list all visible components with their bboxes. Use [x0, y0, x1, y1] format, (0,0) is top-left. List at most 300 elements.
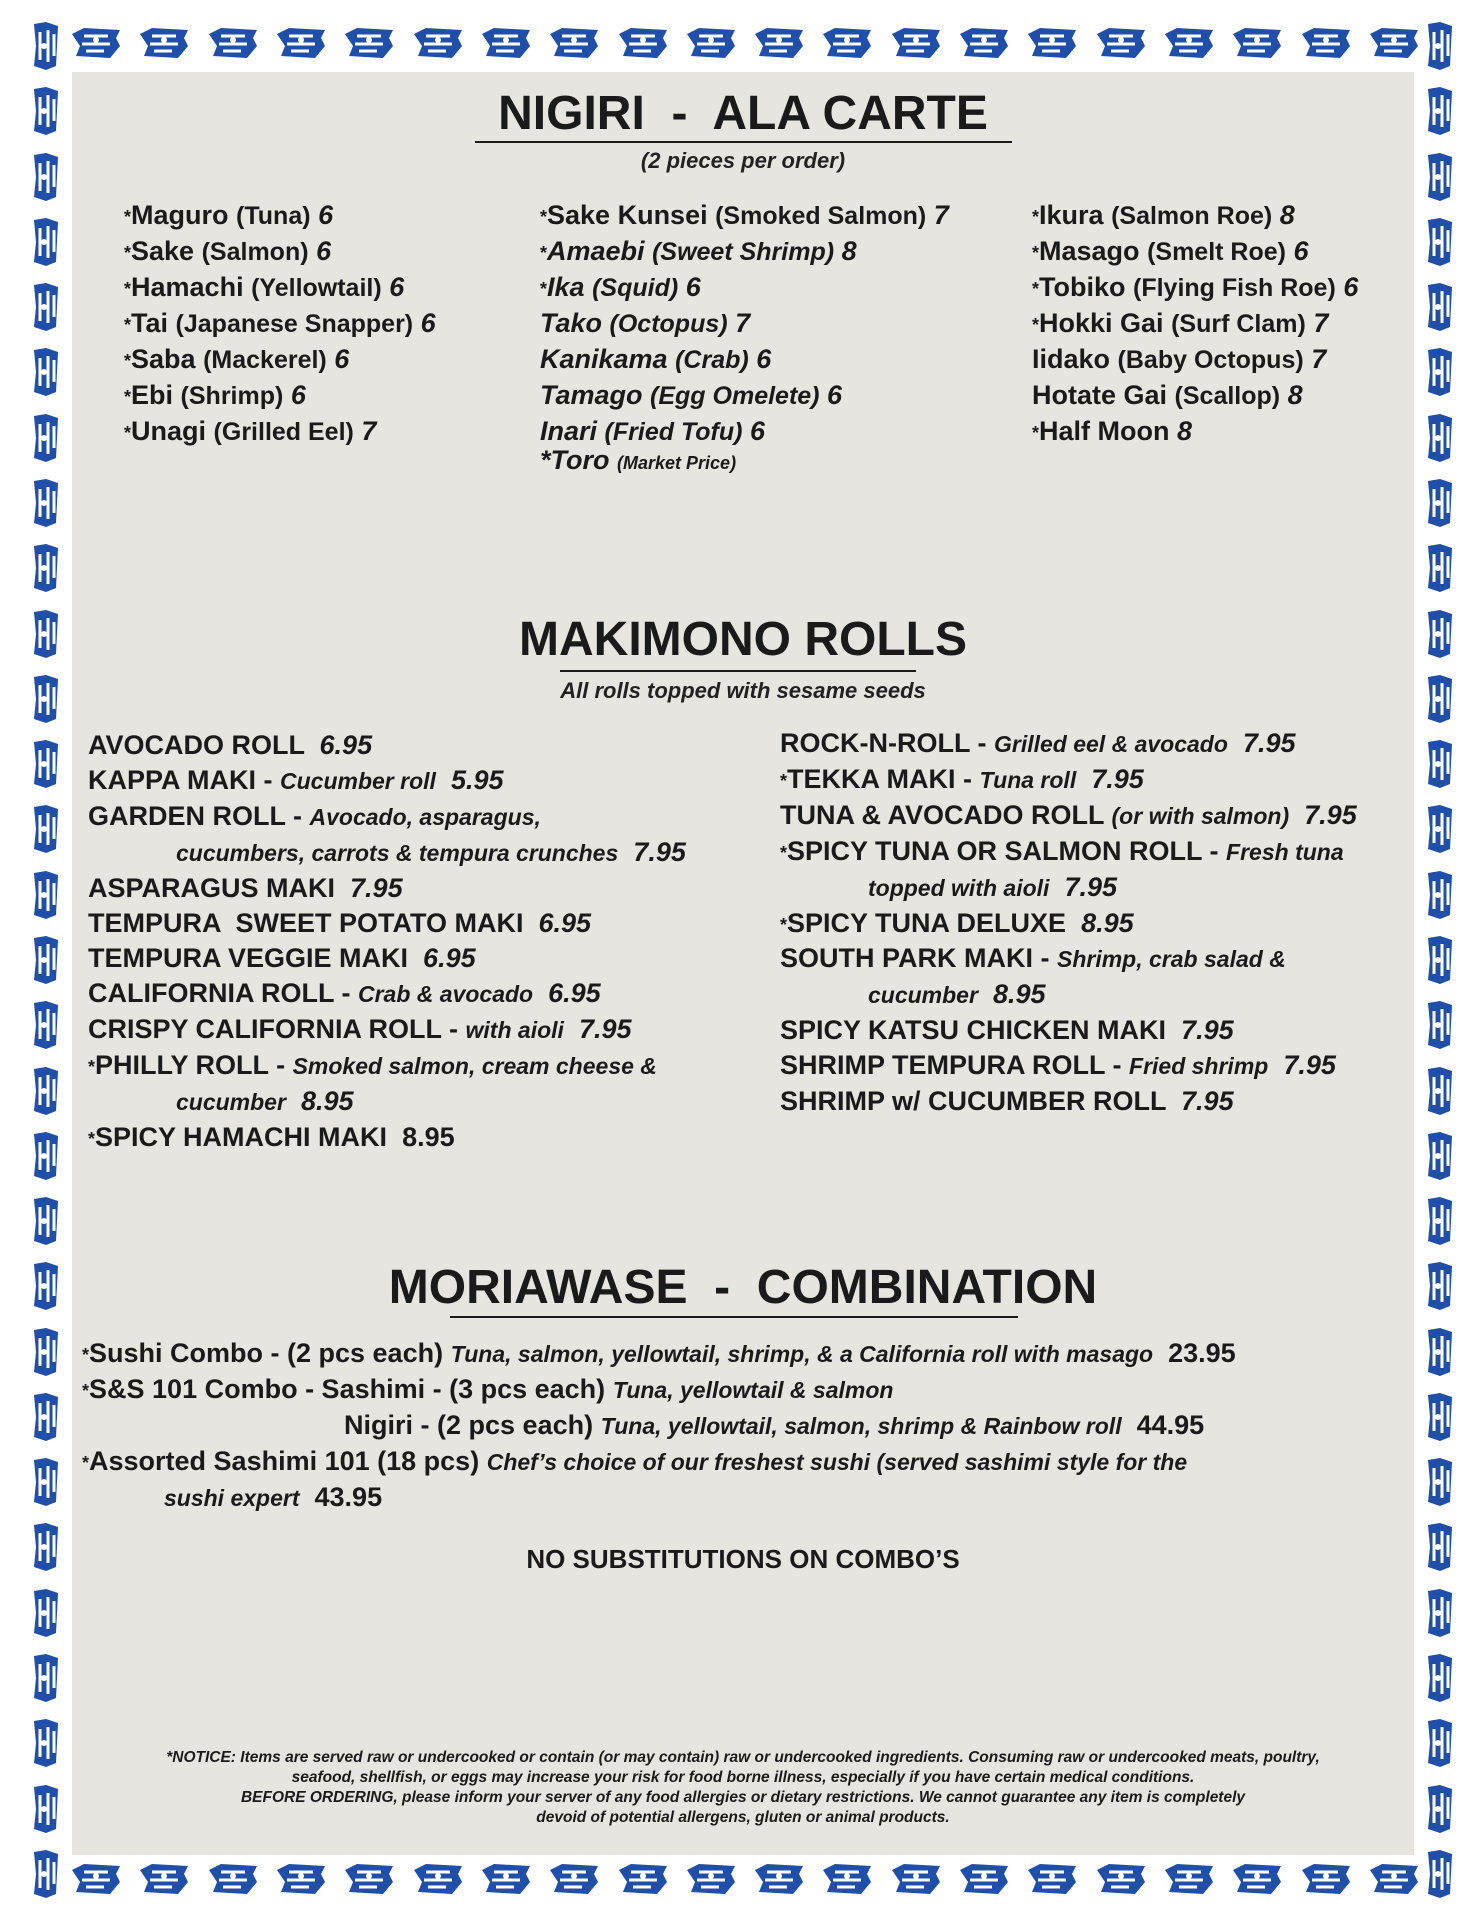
nigiri-column-1	[124, 198, 436, 450]
wave-crest-icon	[30, 1065, 60, 1117]
border-right	[1416, 20, 1462, 1900]
roll-continuation	[780, 870, 1357, 906]
nigiri-english: (Salmon Roe)	[1111, 202, 1273, 230]
nigiri-english: (Fried Tofu)	[604, 418, 743, 446]
wave-crest-icon	[1424, 1717, 1454, 1769]
nigiri-item	[1032, 270, 1358, 306]
wave-crest-icon	[1424, 1391, 1454, 1443]
border-top	[70, 20, 1420, 66]
nigiri-name: Sake	[131, 236, 195, 266]
nigiri-name: Tai	[131, 308, 169, 338]
nigiri-price: 6	[290, 380, 306, 410]
wave-crest-icon	[1424, 1065, 1454, 1117]
nigiri-name: Hokki Gai	[1039, 308, 1164, 338]
roll-name: CRISPY CALIFORNIA ROLL	[88, 1014, 442, 1044]
roll-name: TEMPURA VEGGIE MAKI	[88, 943, 409, 973]
roll-item	[88, 941, 686, 976]
wave-crest-icon	[480, 26, 532, 60]
star-mark: *	[1032, 279, 1040, 299]
wave-crest-icon	[30, 608, 60, 660]
star-mark: *	[82, 1345, 90, 1365]
nigiri-name: Saba	[131, 344, 196, 374]
roll-item: KAPPA MAKI - Cucumber roll 5.95	[88, 765, 504, 795]
roll-price: 8.95	[992, 979, 1046, 1009]
nigiri-item	[124, 378, 436, 414]
nigiri-name: Hotate Gai	[1032, 380, 1168, 410]
wave-crest-icon	[1424, 216, 1454, 268]
roll-price: 6.95	[538, 908, 592, 938]
nigiri-english: (Surf Clam)	[1171, 310, 1306, 338]
wave-crest-icon	[70, 26, 122, 60]
nigiri-item	[540, 378, 949, 414]
roll-item: SHRIMP TEMPURA ROLL - Fried shrimp 7.95	[780, 1050, 1336, 1080]
roll-description: Cucumber roll	[280, 768, 436, 794]
no-substitutions-note: NO SUBSTITUTIONS ON COMBO’S	[526, 1544, 960, 1574]
nigiri-item	[540, 270, 949, 306]
notice-line-3: BEFORE ORDERING, please inform your server of any food allergies or dietary restrictions. We cannot guarantee any item is completely	[240, 1789, 1246, 1806]
nigiri-english: (Grilled Eel)	[213, 418, 354, 446]
roll-name: ROCK-N-ROLL	[780, 728, 970, 758]
nigiri-name: Half Moon	[1039, 416, 1170, 446]
nigiri-column-3	[1032, 198, 1358, 449]
wave-crest-icon	[821, 26, 873, 60]
roll-description: Crab & avocado	[357, 981, 534, 1007]
wave-crest-icon	[1424, 20, 1454, 72]
combo-name: Sushi Combo - (2 pcs each)	[89, 1338, 444, 1368]
star-mark: *	[540, 279, 548, 299]
roll-item: *PHILLY ROLL - Smoked salmon, cream cheese &	[88, 1050, 657, 1080]
nigiri-english: (Tuna)	[236, 202, 311, 230]
nigiri-price: 6	[827, 380, 843, 410]
combo-item	[82, 1444, 1236, 1480]
wave-crest-icon	[1163, 26, 1215, 60]
wave-crest-icon	[30, 1717, 60, 1769]
roll-name: SOUTH PARK MAKI	[780, 943, 1033, 973]
combo-price: 44.95	[1136, 1410, 1205, 1440]
wave-crest-icon	[30, 85, 60, 137]
wave-crest-icon	[1424, 151, 1454, 203]
wave-crest-icon	[1424, 85, 1454, 137]
nigiri-name: Sake Kunsei	[547, 200, 708, 230]
nigiri-price: 7	[933, 200, 949, 230]
roll-name: SHRIMP w/ CUCUMBER ROLL	[780, 1086, 1167, 1116]
roll-name: TUNA & AVOCADO ROLL	[780, 800, 1104, 830]
roll-price: 8.95	[402, 1122, 455, 1152]
wave-crest-icon	[1231, 26, 1283, 60]
nigiri-price: 8	[1287, 380, 1303, 410]
wave-crest-icon	[30, 673, 60, 725]
wave-crest-icon	[30, 1783, 60, 1835]
nigiri-item	[1032, 198, 1358, 234]
nigiri-item	[124, 342, 436, 378]
nigiri-item	[540, 342, 949, 378]
roll-name: PHILLY ROLL	[95, 1050, 269, 1080]
wave-crest-icon	[1368, 26, 1420, 60]
wave-crest-icon	[1424, 281, 1454, 333]
wave-crest-icon	[1424, 346, 1454, 398]
nigiri-item	[1032, 378, 1358, 414]
star-mark: *	[540, 243, 548, 263]
nigiri-english: (Scallop)	[1174, 382, 1281, 410]
roll-description-cont: cucumber	[868, 982, 978, 1008]
wave-crest-icon	[958, 26, 1010, 60]
combo-name: Nigiri - (2 pcs each)	[344, 1410, 594, 1440]
wave-crest-icon	[1424, 673, 1454, 725]
nigiri-item	[124, 270, 436, 306]
nigiri-name: Ebi	[131, 380, 174, 410]
wave-crest-icon	[30, 999, 60, 1051]
wave-crest-icon	[70, 1862, 122, 1896]
wave-crest-icon	[1424, 1130, 1454, 1182]
wave-crest-icon	[1424, 999, 1454, 1051]
nigiri-english: (Japanese Snapper)	[175, 310, 414, 338]
wave-crest-icon	[1026, 1862, 1078, 1896]
combo-description: Tuna, salmon, yellowtail, shrimp, & a California roll with masago	[450, 1341, 1154, 1367]
nigiri-english: (Egg Omelete)	[650, 382, 820, 410]
roll-description: Shrimp, crab salad &	[1057, 946, 1286, 972]
roll-name: KAPPA MAKI	[88, 765, 256, 795]
wave-crest-icon	[30, 1848, 60, 1900]
nigiri-item	[124, 234, 436, 270]
nigiri-english: (Yellowtail)	[251, 274, 382, 302]
wave-crest-icon	[1424, 1652, 1454, 1704]
roll-price: 7.95	[633, 837, 686, 867]
notice-line-2: seafood, shellfish, or eggs may increase your risk for food borne illness, especially if you have certain medical conditions.	[291, 1769, 1195, 1786]
combo-description: sushi expert	[164, 1485, 300, 1511]
nigiri-english: (Baby Octopus)	[1117, 346, 1304, 374]
roll-price: 6.95	[423, 943, 476, 973]
wave-crest-icon	[30, 869, 60, 921]
wave-crest-icon	[30, 934, 60, 986]
wave-crest-icon	[207, 1862, 259, 1896]
roll-name: GARDEN ROLL	[88, 801, 286, 831]
star-mark: *	[124, 279, 132, 299]
nigiri-item	[1032, 414, 1358, 449]
wave-crest-icon	[1424, 1521, 1454, 1573]
roll-description-cont: cucumbers, carrots & tempura crunches	[176, 840, 619, 866]
wave-crest-icon	[1424, 738, 1454, 790]
star-mark: *	[780, 843, 788, 863]
nigiri-name: Unagi	[131, 416, 207, 446]
wave-crest-icon	[30, 412, 60, 464]
roll-price: 6.95	[319, 730, 373, 760]
nigiri-name: Tobiko	[1039, 272, 1126, 302]
wave-crest-icon	[1424, 608, 1454, 660]
combo-description: Chef’s choice of our freshest sushi (served sashimi style for the	[486, 1449, 1188, 1475]
combo-price: 23.95	[1168, 1338, 1236, 1368]
nigiri-english: (Flying Fish Roe)	[1133, 274, 1336, 302]
roll-name: SHRIMP TEMPURA ROLL	[780, 1050, 1106, 1080]
roll-item: *TEKKA MAKI - Tuna roll 7.95	[780, 764, 1144, 794]
star-mark: *	[82, 1381, 90, 1401]
roll-continuation	[88, 835, 686, 871]
nigiri-english: (Mackerel)	[203, 346, 327, 374]
wave-crest-icon	[412, 26, 464, 60]
wave-crest-icon	[30, 1130, 60, 1182]
wave-crest-icon	[1424, 1326, 1454, 1378]
wave-crest-icon	[1424, 869, 1454, 921]
nigiri-price: 7	[1311, 344, 1327, 374]
roll-name: ASPARAGUS MAKI	[88, 873, 336, 903]
roll-item	[88, 728, 686, 763]
wave-crest-icon	[753, 1862, 805, 1896]
roll-description: (or with salmon)	[1111, 803, 1290, 829]
wave-crest-icon	[275, 26, 327, 60]
wave-crest-icon	[30, 151, 60, 203]
wave-crest-icon	[1424, 1587, 1454, 1639]
roll-name: TEKKA MAKI	[787, 764, 956, 794]
combo-name: Assorted Sashimi 101 (18 pcs)	[89, 1446, 480, 1476]
roll-name: SPICY TUNA DELUXE	[787, 908, 1067, 938]
star-mark: *	[124, 243, 132, 263]
wave-crest-icon	[30, 346, 60, 398]
wave-crest-icon	[30, 1391, 60, 1443]
nigiri-english: (Octopus)	[609, 310, 728, 338]
border-bottom	[70, 1856, 1420, 1902]
nigiri-toro	[540, 443, 736, 481]
roll-name: CALIFORNIA ROLL	[88, 978, 334, 1008]
wave-crest-icon	[1026, 26, 1078, 60]
roll-price: 6.95	[548, 978, 601, 1008]
wave-crest-icon	[1163, 1862, 1215, 1896]
wave-crest-icon	[753, 26, 805, 60]
wave-crest-icon	[1424, 412, 1454, 464]
wave-crest-icon	[30, 803, 60, 855]
star-mark: *	[540, 207, 548, 227]
wave-crest-icon	[30, 477, 60, 529]
makimono-left-column	[88, 728, 686, 1155]
wave-crest-icon	[30, 1260, 60, 1312]
nigiri-price: 8	[841, 236, 857, 266]
roll-name: AVOCADO ROLL	[88, 730, 305, 760]
nigiri-price: 6	[318, 200, 334, 230]
roll-item	[780, 798, 1357, 834]
menu-panel	[72, 72, 1414, 1855]
nigiri-price: 6	[420, 308, 436, 338]
roll-name: TEMPURA SWEET POTATO MAKI	[88, 908, 524, 938]
star-mark: *	[1032, 243, 1040, 263]
makimono-right-column	[780, 726, 1357, 1119]
wave-crest-icon	[30, 20, 60, 72]
border-left	[22, 20, 68, 1900]
nigiri-title: NIGIRI - ALA CARTE	[498, 87, 988, 140]
roll-price: 7.95	[1242, 728, 1296, 758]
nigiri-price: 6	[334, 344, 350, 374]
wave-crest-icon	[480, 1862, 532, 1896]
wave-crest-icon	[548, 1862, 600, 1896]
nigiri-item	[1032, 342, 1358, 378]
wave-crest-icon	[30, 1587, 60, 1639]
combo-price: 43.95	[314, 1482, 383, 1512]
moriawase-list	[82, 1336, 1236, 1516]
wave-crest-icon	[343, 1862, 395, 1896]
wave-crest-icon	[617, 1862, 669, 1896]
roll-item	[88, 1120, 686, 1155]
nigiri-name: Inari	[540, 416, 598, 446]
star-mark: *	[124, 423, 132, 443]
nigiri-name: Ika	[547, 272, 585, 302]
wave-crest-icon	[821, 1862, 873, 1896]
nigiri-price: 6	[1343, 272, 1359, 302]
nigiri-item	[1032, 306, 1358, 342]
nigiri-item	[540, 234, 949, 270]
wave-crest-icon	[1095, 26, 1147, 60]
wave-crest-icon	[890, 1862, 942, 1896]
moriawase-title: MORIAWASE - COMBINATION	[388, 1261, 1098, 1314]
star-mark: *	[88, 1129, 96, 1149]
wave-crest-icon	[30, 1521, 60, 1573]
wave-crest-icon	[30, 281, 60, 333]
nigiri-name: Ikura	[1039, 200, 1104, 230]
roll-price: 7.95	[1283, 1050, 1336, 1080]
star-mark: *	[124, 351, 132, 371]
nigiri-price: 7	[735, 308, 751, 338]
wave-crest-icon	[1300, 26, 1352, 60]
nigiri-price: 8	[1177, 416, 1193, 446]
roll-item: *SPICY TUNA OR SALMON ROLL - Fresh tuna	[780, 836, 1344, 866]
roll-description: Tuna roll	[979, 767, 1077, 793]
roll-description: with aioli	[465, 1017, 564, 1043]
nigiri-price: 6	[1293, 236, 1309, 266]
wave-crest-icon	[1424, 1195, 1454, 1247]
roll-continuation	[88, 1084, 686, 1120]
roll-description: Fresh tuna	[1226, 839, 1344, 865]
roll-name: SPICY TUNA OR SALMON ROLL	[787, 836, 1203, 866]
wave-crest-icon	[275, 1862, 327, 1896]
nigiri-subtitle: (2 pieces per order)	[640, 148, 846, 173]
nigiri-english: (Crab)	[675, 346, 749, 374]
roll-item	[780, 1013, 1357, 1048]
combo-item	[82, 1336, 1236, 1372]
nigiri-price: 7	[361, 416, 377, 446]
wave-crest-icon	[1424, 542, 1454, 594]
nigiri-item	[540, 198, 949, 234]
wave-crest-icon	[1424, 803, 1454, 855]
wave-crest-icon	[1368, 1862, 1420, 1896]
roll-item: ROCK-N-ROLL - Grilled eel & avocado 7.95	[780, 728, 1296, 758]
wave-crest-icon	[1424, 1456, 1454, 1508]
roll-item: CALIFORNIA ROLL - Crab & avocado 6.95	[88, 978, 601, 1008]
roll-name: SPICY KATSU CHICKEN MAKI	[780, 1015, 1167, 1045]
wave-crest-icon	[685, 1862, 737, 1896]
nigiri-title-underline	[475, 141, 1012, 143]
nigiri-price: 6	[389, 272, 405, 302]
combo-description: Tuna, yellowtail, salmon, shrimp & Rainbow roll	[600, 1413, 1122, 1439]
wave-crest-icon	[1424, 1260, 1454, 1312]
allergy-notice	[88, 1748, 1398, 1828]
roll-description-cont: topped with aioli	[868, 875, 1050, 901]
makimono-title-underline	[560, 670, 916, 672]
wave-crest-icon	[30, 1195, 60, 1247]
nigiri-english: (Shrimp)	[180, 382, 284, 410]
nigiri-english: (Squid)	[592, 274, 679, 302]
nigiri-price: 6	[750, 416, 766, 446]
star-mark: *	[780, 771, 788, 791]
nigiri-name: Hamachi	[131, 272, 244, 302]
wave-crest-icon	[207, 26, 259, 60]
wave-crest-icon	[30, 216, 60, 268]
combo-item	[82, 1408, 1236, 1444]
combo-description: Tuna, yellowtail & salmon	[612, 1377, 894, 1403]
roll-item	[88, 871, 686, 906]
nigiri-price: 8	[1279, 200, 1295, 230]
makimono-subtitle: All rolls topped with sesame seeds	[560, 678, 926, 703]
combo-item	[82, 1372, 1236, 1408]
makimono-title: MAKIMONO ROLLS	[519, 613, 967, 666]
star-mark: *	[1032, 423, 1040, 443]
roll-price: 7.95	[1064, 872, 1118, 902]
wave-crest-icon	[1424, 1783, 1454, 1835]
nigiri-name: Kanikama	[540, 344, 668, 374]
toro-name: *Toro	[540, 445, 610, 475]
wave-crest-icon	[1424, 934, 1454, 986]
wave-crest-icon	[30, 1652, 60, 1704]
wave-crest-icon	[617, 26, 669, 60]
nigiri-price: 6	[316, 236, 332, 266]
nigiri-name: Tamago	[540, 380, 643, 410]
nigiri-item	[1032, 234, 1358, 270]
notice-line-4: devoid of potential allergens, gluten or animal products.	[536, 1809, 950, 1826]
wave-crest-icon	[30, 738, 60, 790]
nigiri-item	[124, 306, 436, 342]
roll-item: CRISPY CALIFORNIA ROLL - with aioli 7.95	[88, 1014, 632, 1044]
roll-price: 8.95	[300, 1086, 354, 1116]
wave-crest-icon	[1424, 1848, 1454, 1900]
wave-crest-icon	[1231, 1862, 1283, 1896]
roll-price: 7.95	[1181, 1015, 1234, 1045]
combo-item	[82, 1480, 1236, 1516]
star-mark: *	[124, 315, 132, 335]
star-mark: *	[780, 915, 788, 935]
roll-price: 7.95	[350, 873, 403, 903]
roll-name: SPICY HAMACHI MAKI	[95, 1122, 388, 1152]
wave-crest-icon	[890, 26, 942, 60]
roll-price: 5.95	[450, 765, 504, 795]
roll-item: GARDEN ROLL - Avocado, asparagus,	[88, 801, 541, 831]
roll-price: 8.95	[1081, 908, 1134, 938]
roll-continuation	[780, 977, 1357, 1013]
star-mark: *	[124, 387, 132, 407]
wave-crest-icon	[30, 1326, 60, 1378]
roll-price: 7.95	[1091, 764, 1144, 794]
wave-crest-icon	[412, 1862, 464, 1896]
nigiri-english: (Smoked Salmon)	[715, 202, 927, 230]
nigiri-item	[124, 414, 436, 450]
roll-description-cont: cucumber	[176, 1089, 286, 1115]
roll-item	[88, 906, 686, 941]
nigiri-name: Masago	[1039, 236, 1140, 266]
roll-item	[780, 1084, 1357, 1119]
wave-crest-icon	[1300, 1862, 1352, 1896]
roll-price: 7.95	[1304, 800, 1357, 830]
star-mark: *	[1032, 315, 1040, 335]
roll-description: Grilled eel & avocado	[993, 731, 1228, 757]
roll-item: SOUTH PARK MAKI - Shrimp, crab salad &	[780, 943, 1286, 973]
star-mark: *	[1032, 207, 1040, 227]
roll-description: Avocado, asparagus,	[309, 804, 541, 830]
nigiri-english: (Sweet Shrimp)	[652, 238, 835, 266]
nigiri-column-2	[540, 198, 949, 450]
star-mark: *	[82, 1453, 90, 1473]
wave-crest-icon	[1095, 1862, 1147, 1896]
wave-crest-icon	[30, 1456, 60, 1508]
nigiri-price: 6	[685, 272, 701, 302]
roll-price: 7.95	[1181, 1086, 1234, 1116]
moriawase-title-underline	[450, 1316, 1018, 1318]
roll-description: Fried shrimp	[1129, 1053, 1269, 1079]
nigiri-item	[540, 306, 949, 342]
nigiri-english: (Smelt Roe)	[1147, 238, 1286, 266]
